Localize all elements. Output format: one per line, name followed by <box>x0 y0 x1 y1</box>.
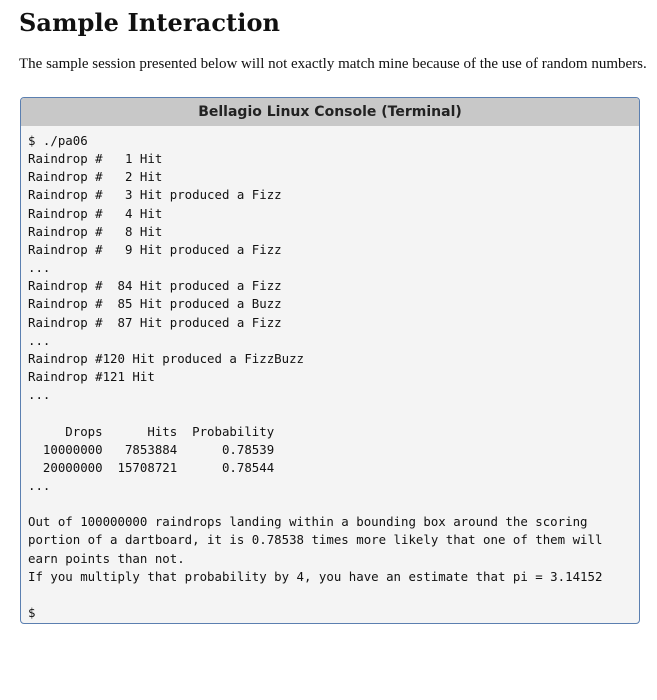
intro-paragraph: The sample session presented below will not exactly match mine because of the use of random numbers. <box>19 56 647 72</box>
page-heading: Sample Interaction <box>19 8 281 37</box>
terminal-title: Bellagio Linux Console (Terminal) <box>198 104 462 120</box>
terminal-window <box>20 97 640 624</box>
terminal-title-bar <box>21 98 639 126</box>
terminal-output: $ ./pa06 Raindrop # 1 Hit Raindrop # 2 Hit Raindrop # 3 Hit produced a Fizz Raindrop # 4 Hit Raindrop # 8 Hit Raindrop # 9 Hit produced a Fizz ... Raindrop # 84 Hit produced a Fizz Raindrop # 85 Hit produced a Buzz Raindrop # 87 Hit produced a Fizz ... Raindrop #120 Hit produced a FizzBuzz Raindrop #121 Hit ... Drops Hits Probability 10000000 7853884 0.78539 20000000 15708721 0.78544 ... Out of 100000000 raindrops landing within a bounding box around the scoring portion of a dartboard, it is 0.78538 times more likely that one of them will earn points than not. If you multiply that probability by 4, you have an estimate that pi = 3.14152 $ <box>28 133 603 621</box>
